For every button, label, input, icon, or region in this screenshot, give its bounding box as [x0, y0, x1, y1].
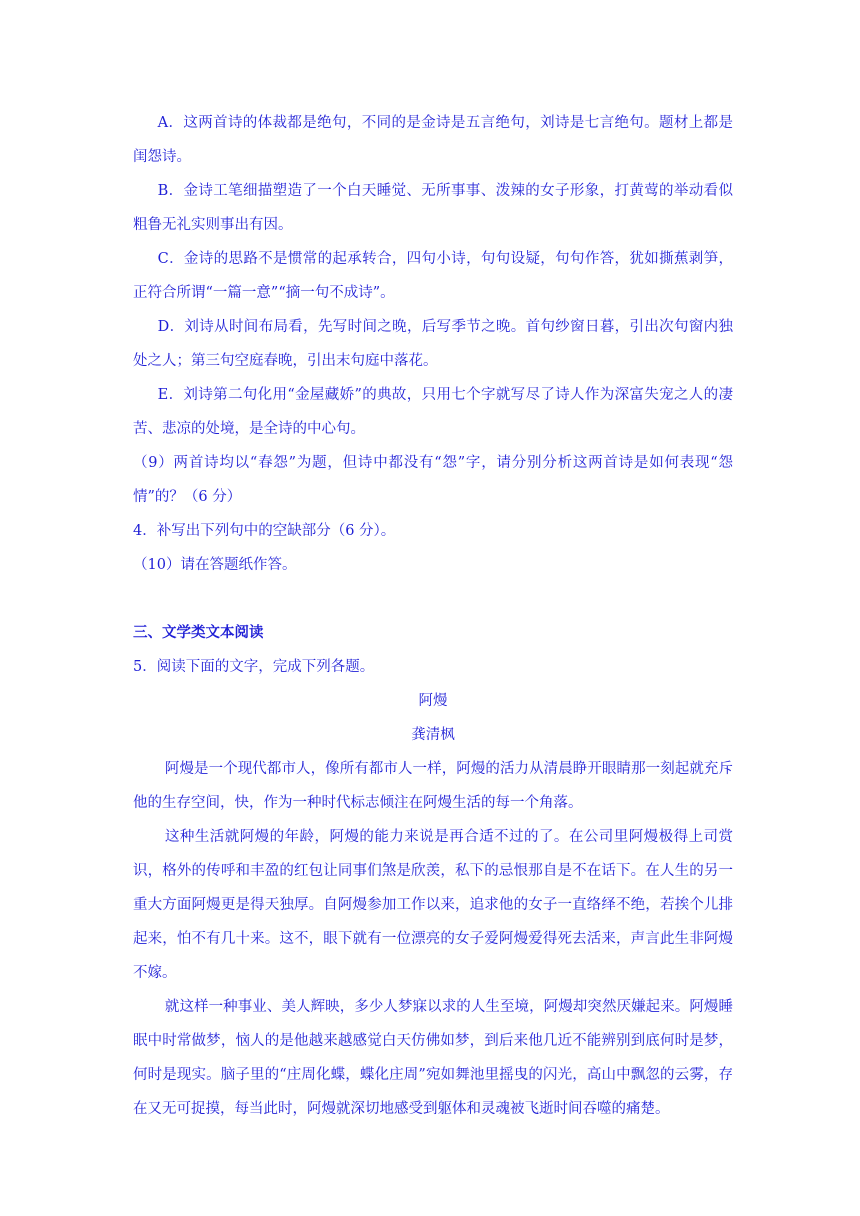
option-a: A．这两首诗的体裁都是绝句，不同的是金诗是五言绝句，刘诗是七言绝句。题材上都是闺怨诗。 — [133, 115, 733, 165]
option-b: B．金诗工笔细描塑造了一个白天睡觉、无所事事、泼辣的女子形象，打黄莺的举动看似粗鲁无礼实则事出有因。 — [133, 183, 733, 233]
story-paragraph-2: 这种生活就阿熳的年龄，阿熳的能力来说是再合适不过的了。在公司里阿熳极得上司赏识，格外的传呼和丰盈的红包让同事们煞是欣羡，私下的忌恨那自是不在话下。在人生的另一重大方面阿熳更是得天独厚。自阿熳参加工作以来，追求他的女子一直络绎不绝，若挨个儿排起来，怕不有几十来。这不，眼下就有一位漂亮的女子爱阿熳爱得死去活来，声言此生非阿熳不嫁。 — [133, 829, 733, 981]
document-body — [133, 106, 733, 1126]
section-heading: 三、文学类文本阅读 — [133, 625, 264, 641]
option-c: C．金诗的思路不是惯常的起承转合，四句小诗，句句设疑，句句作答，犹如撕蕉剥笋，正符合所谓“一篇一意”“摘一句不成诗”。 — [133, 251, 733, 301]
story-paragraph-1: 阿熳是一个现代都市人，像所有都市人一样，阿熳的活力从清晨睁开眼睛那一刻起就充斥他的生存空间，快，作为一种时代标志倾注在阿熳生活的每一个角落。 — [133, 761, 733, 811]
question-10: （10）请在答题纸作答。 — [133, 557, 297, 573]
option-d: D．刘诗从时间布局看，先写时间之晚，后写季节之晚。首句纱窗日暮，引出次句窗内独处之人；第三句空庭春晚，引出末句庭中落花。 — [133, 319, 733, 369]
question-5: 5．阅读下面的文字，完成下列各题。 — [133, 659, 375, 675]
option-e: E．刘诗第二句化用“金屋藏娇”的典故，只用七个字就写尽了诗人作为深富失宠之人的凄苦、悲凉的处境，是全诗的中心句。 — [133, 387, 733, 437]
story-paragraph-3: 就这样一种事业、美人辉映，多少人梦寐以求的人生至境，阿熳却突然厌嫌起来。阿熳睡眠中时常做梦，恼人的是他越来越感觉白天仿佛如梦，到后来他几近不能辨别到底何时是梦，何时是现实。脑子里的“庄周化蝶，蝶化庄周”宛如舞池里摇曳的闪光，高山中飘忽的云雾，存在又无可捉摸，每当此时，阿熳就深切地感受到躯体和灵魂被飞逝时间吞噬的痛楚。 — [133, 999, 733, 1117]
question-4: 4．补写出下列句中的空缺部分（6 分）。 — [133, 523, 396, 539]
story-title: 阿熳 — [418, 693, 448, 709]
question-9: （9）两首诗均以“春怨”为题，但诗中都没有“怨”字，请分别分析这两首诗是如何表现“怨情”的？（6 分） — [133, 455, 733, 505]
story-author: 龚清枫 — [411, 727, 455, 743]
spacer — [133, 582, 733, 616]
